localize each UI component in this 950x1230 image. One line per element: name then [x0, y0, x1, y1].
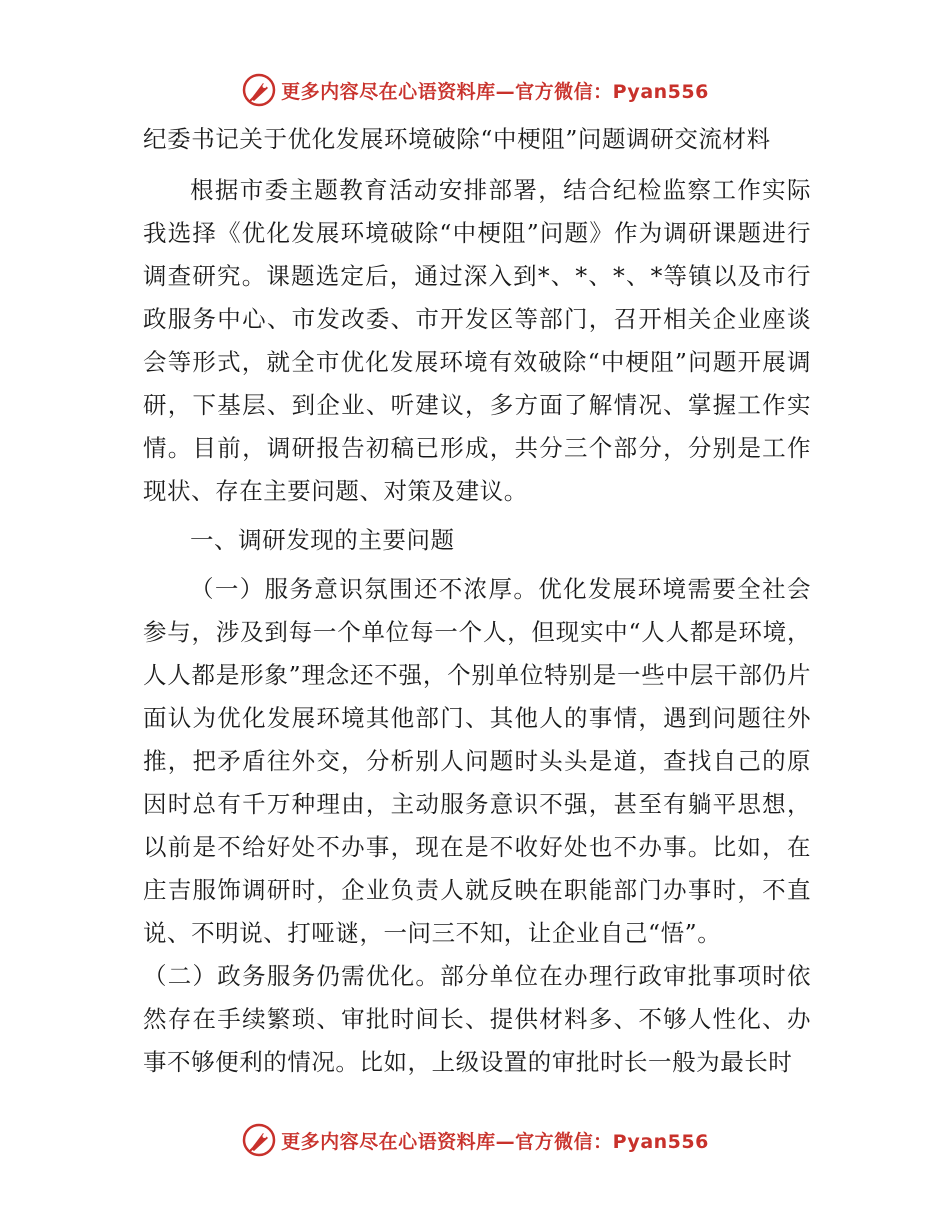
footer-banner: [0, 1120, 950, 1160]
document-body: [143, 117, 811, 1084]
pen-nib-logo-icon: [241, 72, 277, 108]
banner-text: 更多内容尽在心语资料库—官方微信：Pyan556: [281, 1130, 709, 1153]
section-heading: 一、调研发现的主要问题: [190, 526, 455, 554]
intro-paragraph: 根据市委主题教育活动安排部署，结合纪检监察工作实际我选择《优化发展环境破除“中梗阻”问题》作为调研课题进行调查研究。课题选定后，通过深入到*、*、*、*等镇以及市行政服务中心、市发改委、市开发区等部门，召开相关企业座谈会等形式，就全市优化发展环境有效破除“中梗阻”问题开展调研，下基层、到企业、听建议，多方面了解情况、掌握工作实情。目前，调研报告初稿已形成，共分三个部分，分别是工作现状、存在主要问题、对策及建议。: [143, 176, 811, 505]
paragraph-service-awareness: （一）服务意识氛围还不浓厚。优化发展环境需要全社会参与，涉及到每一个单位每一个人，但现实中“人人都是环境，人人都是形象”理念还不强，个别单位特别是一些中层干部仍片面认为优化发展环境其他部门、其他人的事情，遇到问题往外推，把矛盾往外交，分析别人问题时头头是道，查找自己的原因时总有千万种理由，主动服务意识不强，甚至有躺平思想，以前是不给好处不办事，现在是不收好处也不办事。比如，在庄吉服饰调研时，企业负责人就反映在职能部门办事时，不直说、不明说、打哑谜，一问三不知，让企业自己“悟”。: [143, 575, 811, 947]
paragraph-government-services: （二）政务服务仍需优化。部分单位在办理行政审批事项时依然存在手续繁琐、审批时间长、提供材料多、不够人性化、办事不够便利的情况。比如，上级设置的审批时长一般为最长时: [143, 962, 811, 1076]
banner-text: 更多内容尽在心语资料库—官方微信：Pyan556: [281, 80, 709, 103]
pen-nib-logo-icon: [241, 1122, 277, 1158]
header-banner: [0, 70, 950, 110]
document-title: 纪委书记关于优化发展环境破除“中梗阻”问题调研交流材料: [143, 125, 771, 153]
